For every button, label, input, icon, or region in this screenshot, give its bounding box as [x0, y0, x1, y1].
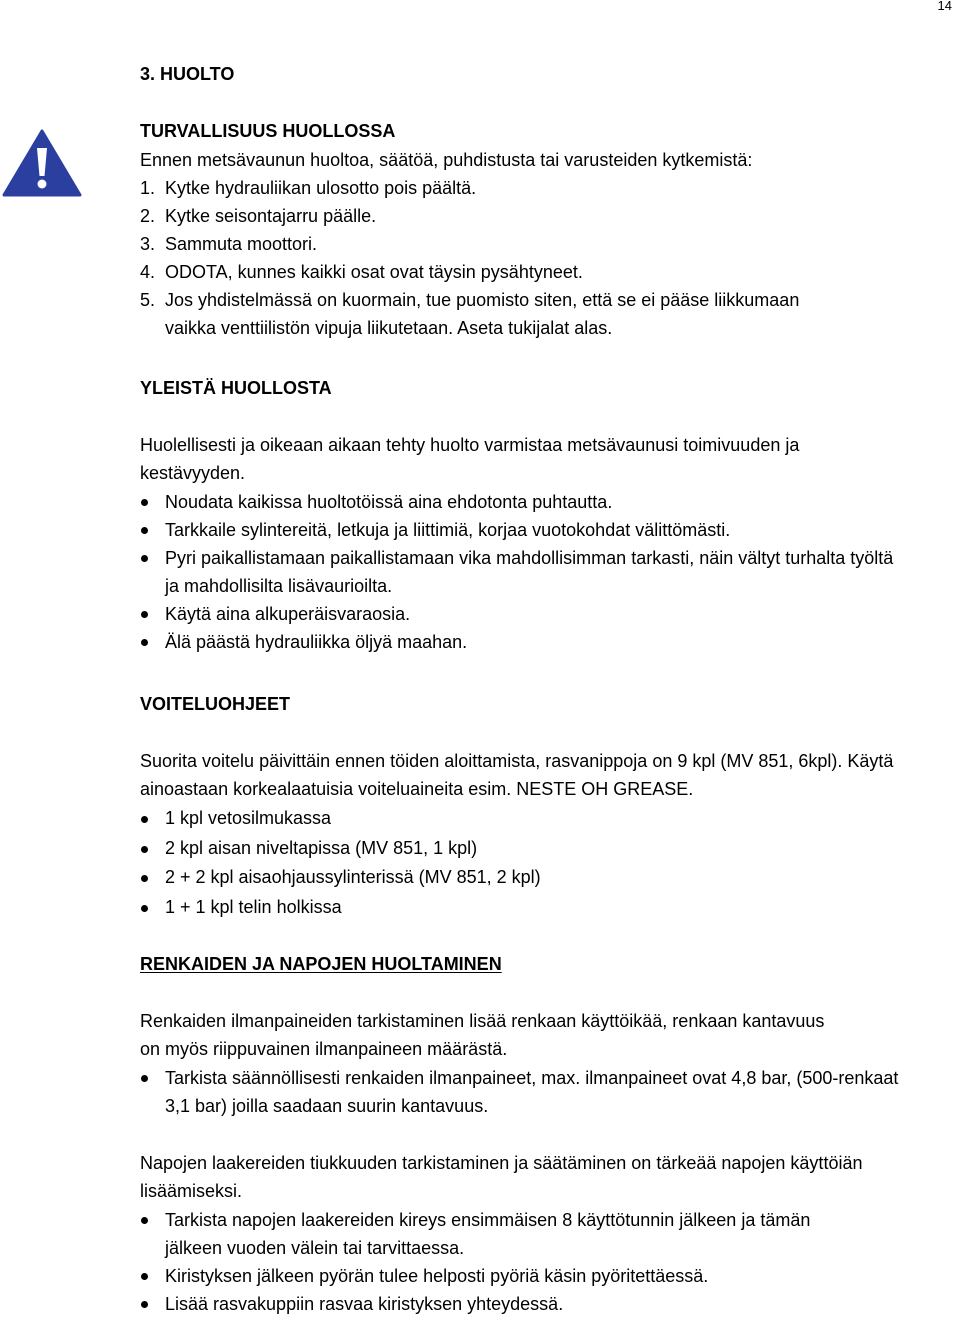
list-item: Älä päästä hydrauliikka öljyä maahan. — [140, 628, 900, 656]
list-item: Noudata kaikissa huoltotöissä aina ehdotonta puhtautta. — [140, 488, 900, 516]
general-bullets — [140, 488, 900, 656]
safety-intro: Ennen metsävaunun huoltoa, säätöä, puhdistusta tai varusteiden kytkemistä: — [140, 150, 753, 170]
list-item: 3. Sammuta moottori. — [140, 234, 318, 254]
lubrication-bullets — [140, 804, 541, 922]
general-heading: YLEISTÄ HUOLLOSTA — [140, 378, 332, 398]
safety-heading: TURVALLISUUS HUOLLOSSA — [140, 121, 396, 141]
list-item: Käytä aina alkuperäisvaraosia. — [140, 600, 900, 628]
warning-triangle-icon — [2, 128, 82, 198]
lubrication-intro: Suorita voitelu päivittäin ennen töiden aloittamista, rasvanippoja on 9 kpl (MV 851, 6kpl). Käytä ainoastaan korkealaatuisia voiteluaineita esim. NESTE OH GREASE. — [140, 751, 894, 799]
list-item: 2 kpl aisan niveltapissa (MV 851, 1 kpl) — [140, 834, 541, 864]
page-number: 14 — [937, 0, 952, 13]
hubs-bullets — [140, 1206, 860, 1318]
list-item: 1 + 1 kpl telin holkissa — [140, 893, 541, 923]
section-title: 3. HUOLTO — [140, 64, 235, 84]
list-item: 2 + 2 kpl aisaohjaussylinterissä (MV 851, 2 kpl) — [140, 863, 541, 893]
list-item: Lisää rasvakuppiin rasvaa kiristyksen yhteydessä. — [140, 1290, 860, 1318]
list-item: Pyri paikallistamaan paikallistamaan vika mahdollisimman tarkasti, näin vältyt turhalta työltä ja mahdollisilta lisävaurioilta. — [140, 544, 900, 600]
list-item: 1 kpl vetosilmukassa — [140, 804, 541, 834]
lubrication-heading: VOITELUOHJEET — [140, 694, 291, 714]
list-item: Tarkista säännöllisesti renkaiden ilmanpaineet, max. ilmanpaineet ovat 4,8 bar, (500-renkaat 3,1 bar) joilla saadaan suurin kantavuus. — [140, 1064, 900, 1120]
list-item: 4. ODOTA, kunnes kaikki osat ovat täysin pysähtyneet. — [140, 262, 583, 282]
list-item: Tarkista napojen laakereiden kireys ensimmäisen 8 käyttötunnin jälkeen ja tämän jälkeen vuoden välein tai tarvittaessa. — [140, 1206, 860, 1262]
general-intro: Huolellisesti ja oikeaan aikaan tehty huolto varmistaa metsävaunusi toimivuuden ja kestävyyden. — [140, 435, 800, 483]
hubs-intro: Napojen laakereiden tiukkuuden tarkistaminen ja säätäminen on tärkeää napojen käyttöiän lisäämiseksi. — [140, 1153, 863, 1201]
tyres-intro: Renkaiden ilmanpaineiden tarkistaminen lisää renkaan käyttöikää, renkaan kantavuus on myös riippuvainen ilmanpaineen määrästä. — [140, 1011, 825, 1059]
safety-steps — [140, 174, 825, 342]
list-item: Tarkkaile sylintereitä, letkuja ja liittimiä, korjaa vuotokohdat välittömästi. — [140, 516, 900, 544]
list-item: 2. Kytke seisontajarru päälle. — [140, 206, 377, 226]
list-item: 5. Jos yhdistelmässä on kuormain, tue puomisto siten, että se ei pääse liikkumaan vaikka venttiilistön vipuja liikutetaan. Aseta tukijalat alas. — [140, 290, 800, 338]
list-item: Kiristyksen jälkeen pyörän tulee helposti pyöriä käsin pyöritettäessä. — [140, 1262, 860, 1290]
tyres-bullets — [140, 1064, 900, 1120]
tyres-heading: RENKAIDEN JA NAPOJEN HUOLTAMINEN — [140, 954, 502, 974]
list-item: 1. Kytke hydrauliikan ulosotto pois päältä. — [140, 178, 477, 198]
